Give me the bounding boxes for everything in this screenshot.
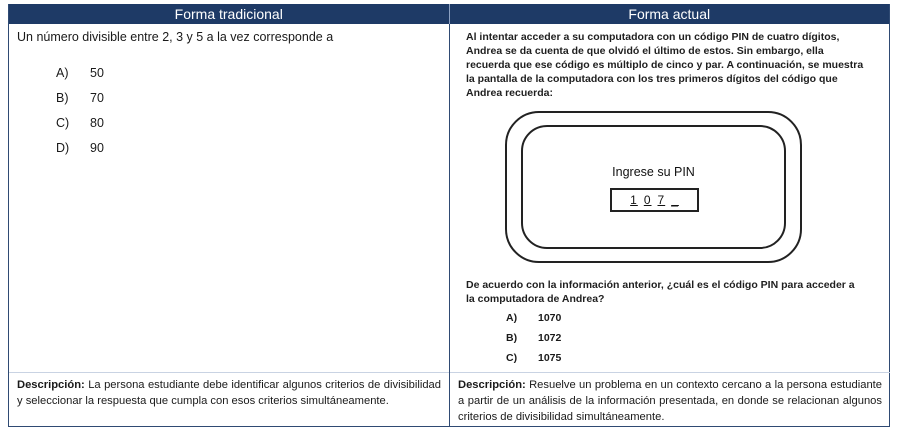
traditional-options (56, 66, 104, 166)
current-options (506, 312, 561, 372)
option-d (56, 141, 104, 166)
option-c (56, 116, 104, 141)
option-letter: C) (56, 116, 70, 130)
option-a (506, 312, 561, 332)
row-divider (450, 372, 890, 373)
current-question: De acuerdo con la información anterior, ¿cuál es el código PIN para acceder a la computadora de Andrea? (466, 279, 855, 305)
traditional-question: Un número divisible entre 2, 3 y 5 a la vez corresponde a (17, 30, 334, 44)
option-letter: B) (506, 332, 518, 344)
option-letter: D) (56, 141, 70, 155)
option-b (56, 91, 104, 116)
traditional-column (9, 24, 449, 426)
computer-screen-illustration (505, 111, 802, 263)
option-letter: C) (506, 352, 518, 364)
comparison-table (8, 4, 890, 427)
traditional-description (17, 377, 441, 409)
pin-input-box (610, 188, 699, 212)
row-divider (9, 372, 449, 373)
description-text: Resuelve un problema en un contexto cercano a la persona estudiante a partir de un análisis de la información presentada, en donde se relacionan algunos criterios de divisibilidad simultáneamente. (458, 379, 882, 423)
pin-label: Ingrese su PIN (612, 165, 695, 179)
pin-digit: 7 (657, 193, 666, 207)
option-c (506, 352, 561, 372)
option-letter: A) (506, 312, 518, 324)
description-label: Descripción: (17, 379, 85, 391)
option-value: 70 (90, 91, 104, 105)
current-column (450, 24, 890, 426)
option-value: 80 (90, 116, 104, 130)
table-header (9, 4, 889, 24)
option-letter: B) (56, 91, 69, 105)
option-value: 1072 (538, 332, 562, 344)
option-value: 1070 (538, 312, 562, 324)
option-a (56, 66, 104, 91)
screen-inner (521, 125, 786, 249)
option-value: 1075 (538, 352, 562, 364)
option-b (506, 332, 561, 352)
header-current: Forma actual (628, 6, 711, 22)
option-letter: A) (56, 66, 69, 80)
current-context: Al intentar acceder a su computadora con un código PIN de cuatro dígitos, Andrea se da cuenta de que olvidó el último de estos. Sin embargo, ella recuerda que ese código es múltiplo de cinco y par. A continuación, se muestra la pantalla de la computadora con los tres primeros dígitos del código que Andrea recuerda: (466, 31, 864, 99)
description-text: La persona estudiante debe identificar algunos criterios de divisibilidad y seleccionar la respuesta que cumpla con esos criterios simultáneamente. (17, 379, 441, 407)
pin-digit: _ (671, 193, 679, 207)
pin-digit: 1 (630, 193, 638, 207)
description-label: Descripción: (458, 379, 526, 391)
current-description (458, 377, 882, 425)
option-value: 90 (90, 141, 104, 155)
pin-digit: 0 (643, 193, 652, 207)
header-traditional: Forma tradicional (9, 4, 450, 24)
option-value: 50 (90, 66, 104, 80)
